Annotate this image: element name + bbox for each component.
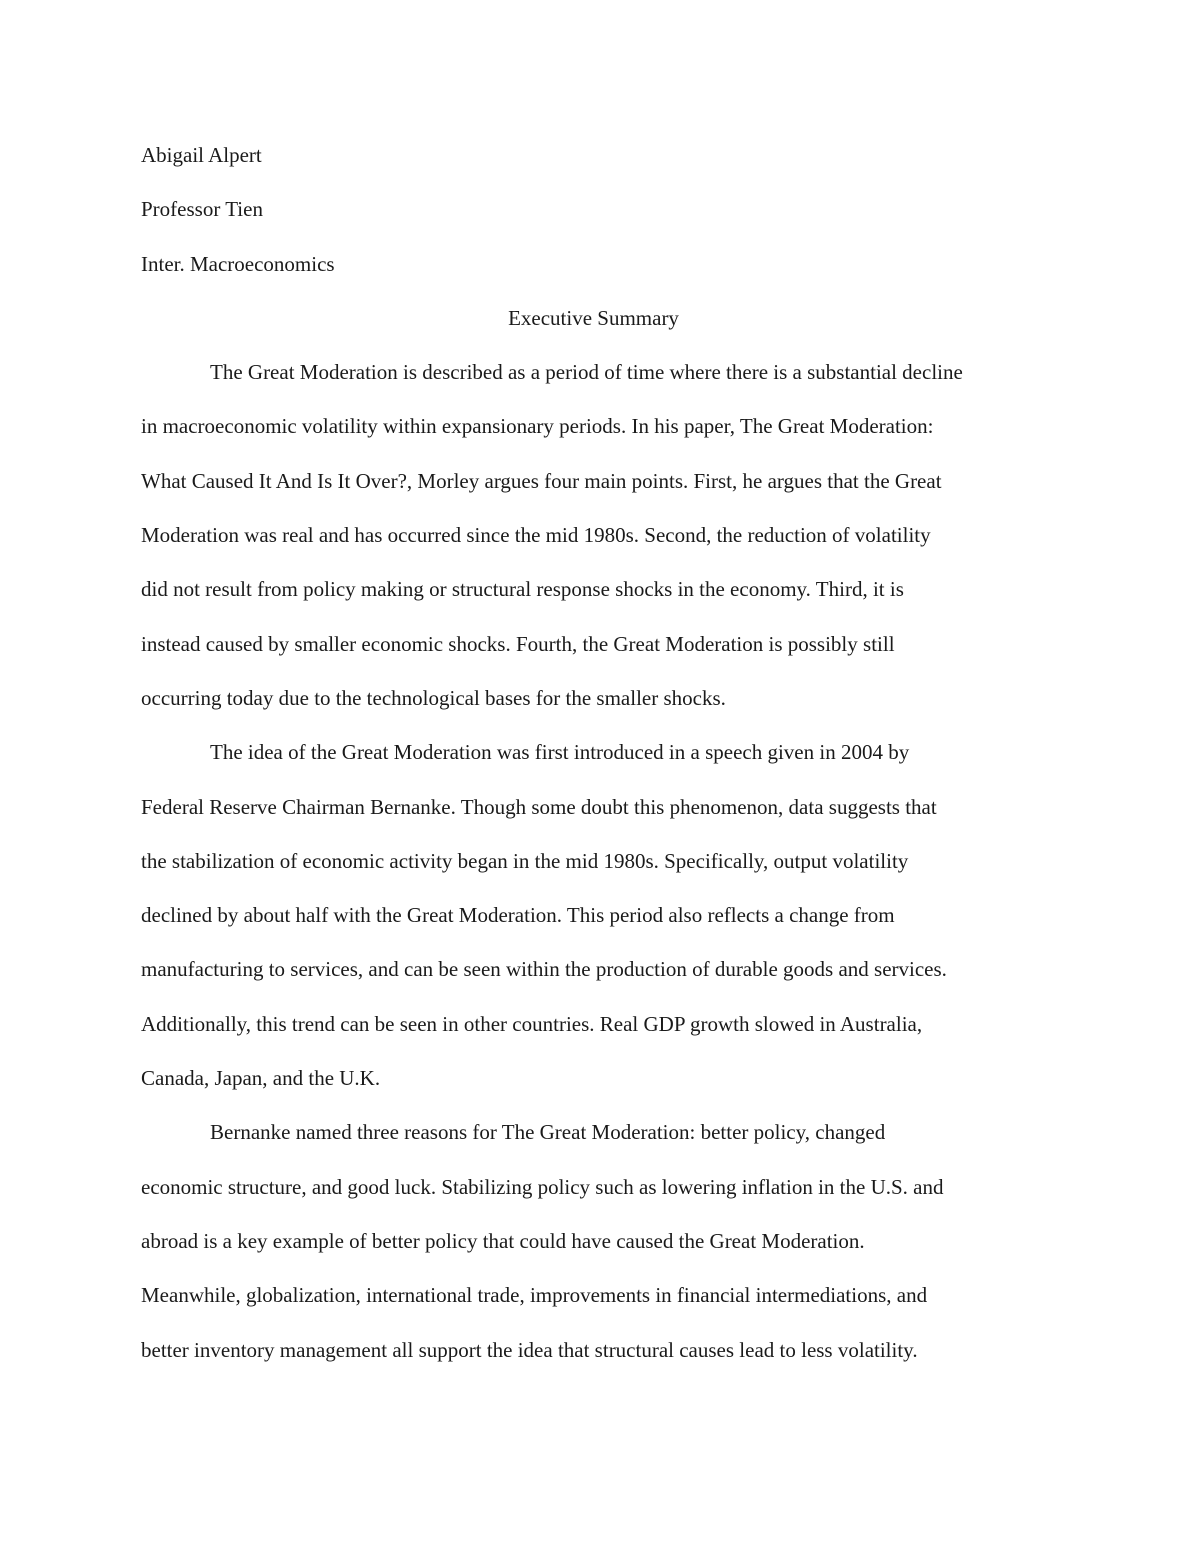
paragraph-line: occurring today due to the technological bases for the smaller shocks. <box>141 685 726 710</box>
document-body <box>141 128 1061 1377</box>
paragraph-line: Canada, Japan, and the U.K. <box>141 1066 381 1091</box>
paragraph-line: the stabilization of economic activity began in the mid 1980s. Specifically, output volatility <box>141 848 909 873</box>
course-name: Inter. Macroeconomics <box>141 251 335 276</box>
paragraph-line: did not result from policy making or structural response shocks in the economy. Third, it is <box>141 577 904 602</box>
paragraph-3 <box>141 1105 1061 1376</box>
paragraph-line: declined by about half with the Great Moderation. This period also reflects a change from <box>141 903 895 928</box>
paragraph-line: instead caused by smaller economic shocks. Fourth, the Great Moderation is possibly still <box>141 631 895 656</box>
paragraph-line: Bernanke named three reasons for The Great Moderation: better policy, changed <box>210 1120 886 1145</box>
paragraph-2 <box>141 725 1061 1105</box>
paragraph-line: manufacturing to services, and can be seen within the production of durable goods and services. <box>141 957 947 982</box>
paragraph-line: The idea of the Great Moderation was first introduced in a speech given in 2004 by <box>210 740 910 765</box>
document-title: Executive Summary <box>508 305 679 330</box>
paragraph-line: economic structure, and good luck. Stabilizing policy such as lowering inflation in the U.S. and <box>141 1174 944 1199</box>
paragraph-line: The Great Moderation is described as a period of time where there is a substantial decline <box>210 360 963 385</box>
professor-name: Professor Tien <box>141 197 263 222</box>
paragraph-line: in macroeconomic volatility within expansionary periods. In his paper, The Great Moderation: <box>141 414 934 439</box>
paragraph-line: abroad is a key example of better policy that could have caused the Great Moderation. <box>141 1228 865 1253</box>
paragraph-line: What Caused It And Is It Over?, Morley argues four main points. First, he argues that the Great <box>141 468 942 493</box>
paragraph-line: Meanwhile, globalization, international trade, improvements in financial intermediations, and <box>141 1283 928 1308</box>
author-name: Abigail Alpert <box>141 143 262 167</box>
paragraph-line: Moderation was real and has occurred since the mid 1980s. Second, the reduction of volatility <box>141 523 931 548</box>
paragraph-line: Additionally, this trend can be seen in other countries. Real GDP growth slowed in Australia, <box>141 1011 923 1036</box>
paragraph-line: better inventory management all support the idea that structural causes lead to less volatility. <box>141 1337 918 1362</box>
paragraph-1 <box>141 345 1061 725</box>
paragraph-line: Federal Reserve Chairman Bernanke. Though some doubt this phenomenon, data suggests that <box>141 794 937 819</box>
